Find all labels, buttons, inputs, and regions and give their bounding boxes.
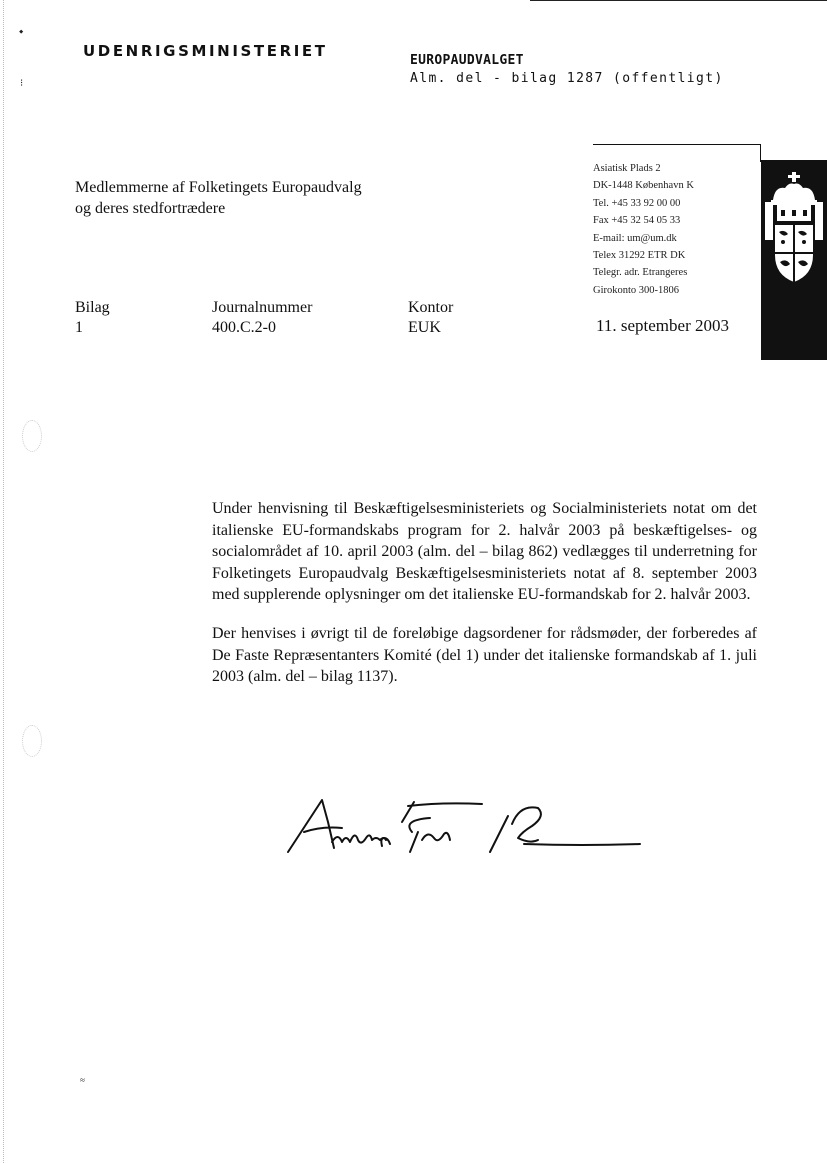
handwritten-signature [282, 792, 642, 862]
punch-hole-mark [22, 725, 42, 757]
office-value: EUK [408, 319, 441, 336]
body-paragraph: Der henvises i øvrigt til de foreløbige dagsordener for rådsmøder, der forberedes af De Faste Repræsentanters Komité (del 1) under det italienske formandskab af 1. juli 2003 (alm. del – bilag 1137). [212, 624, 757, 686]
ministry-name: UDENRIGSMINISTERIET [83, 42, 328, 60]
office-label: Kontor [408, 299, 454, 316]
scan-margin-line [3, 0, 4, 1163]
top-rule [530, 0, 827, 1]
scan-speck: ⁝ [20, 78, 24, 89]
letter-body [212, 498, 757, 705]
recipient-block [75, 177, 362, 219]
address-rule [593, 144, 761, 145]
address-line: Girokonto 300-1806 [593, 284, 680, 296]
letter-date: 11. september 2003 [596, 316, 729, 335]
journal-number-value: 400.C.2-0 [212, 319, 276, 336]
committee-stamp: EUROPAUDVALGET [410, 53, 524, 68]
address-line: Fax +45 32 54 05 33 [593, 215, 681, 227]
recipient-line: Medlemmerne af Folketingets Europaudvalg [75, 179, 362, 196]
address-line: Tel. +45 33 92 00 00 [593, 197, 681, 209]
bilag-label: Bilag [75, 299, 110, 316]
address-line: Telex 31292 ETR DK [593, 250, 686, 262]
scan-speck: ⬩ [19, 24, 24, 38]
address-block [593, 160, 694, 299]
punch-hole-mark [22, 420, 42, 452]
body-paragraph: Under henvisning til Beskæftigelsesministeriets og Socialministeriets notat om det italienske EU-formandskabs program for 2. halvår 2003 på beskæftigelses- og socialområdet af 10. april 2003 (alm. del – bilag 862) vedlægges til underretning for Folketingets Europaudvalg Beskæftigelsesministeriets notat af 8. september 2003 med supplerende oplysninger om det italienske EU-formandskab for 2. halvår 2003. [212, 500, 757, 604]
address-line: E-mail: um@um.dk [593, 232, 677, 244]
address-line: Asiatisk Plads 2 [593, 163, 661, 174]
journal-number-label: Journalnummer [212, 299, 313, 316]
address-line: Telegr. adr. Etrangeres [593, 267, 688, 279]
bilag-value: 1 [75, 319, 83, 336]
recipient-line: og deres stedfortrædere [75, 200, 226, 217]
royal-crest-icon [763, 170, 825, 290]
document-reference-stamp: Alm. del - bilag 1287 (offentligt) [410, 71, 724, 86]
scan-speck: ≈ [80, 1075, 85, 1085]
address-line: DK-1448 København K [593, 180, 694, 192]
